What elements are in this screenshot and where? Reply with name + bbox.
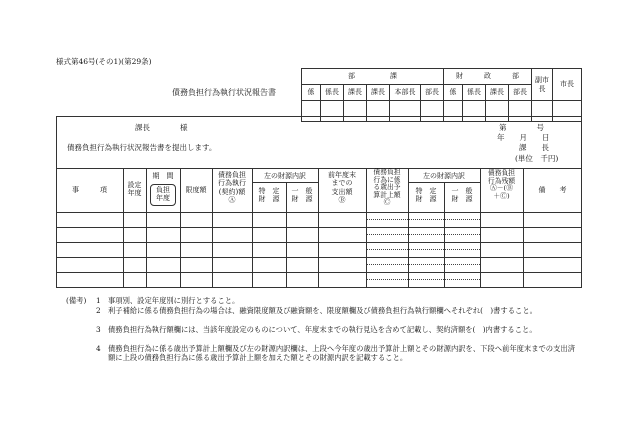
col-gendo: 限度額 — [185, 186, 207, 194]
col-left-fin: 左の財源内訳 — [264, 172, 306, 180]
approval-table — [301, 68, 582, 122]
col-ippan: 一 般 財 源 — [291, 187, 313, 204]
notes-label: (備考) — [66, 296, 87, 305]
approval-group-finance: 財 政 部 — [444, 69, 532, 85]
note-2-text: 利子補給に係る債務負担行為の場合は、融資限度額及び融資額を、限度額欄及び債務負担行為執行額欄へそれぞれ( )書すること。 — [108, 306, 537, 315]
col-tokutei2: 特 定 財 源 — [415, 187, 437, 204]
addressee: 課長 様 — [135, 123, 188, 132]
col-left-fin2: 左の財源内訳 — [423, 172, 465, 180]
approval-col: 部長 — [509, 85, 532, 101]
col-kikan-sub: 負担 年度 — [156, 186, 170, 203]
col-ippan2: 一 般 財 源 — [451, 187, 473, 204]
col-biko: 備 考 — [538, 186, 567, 194]
note-3-text: 債務負担行為執行額欄には、当該年度設定のものについて、年度末までの執行見込を含めて記載し、契約済額を( )内書すること。 — [108, 325, 537, 334]
approval-col: 係長 — [321, 85, 344, 101]
approval-col: 課長 — [344, 85, 367, 101]
col-settei-nendo: 設定 年度 — [127, 181, 142, 198]
note-4-text: 債務負担行為に係る歳出予算計上額欄及び左の財源内訳欄は、上段へ今年度の歳出予算計上額とその財源内訳を、下段へ前年度末までの支出済額に上段の債務負担行為に係る歳出予算計上額を加えた額とその財源内訳を記載すること。 — [108, 344, 575, 363]
approval-col: 課長 — [486, 85, 509, 101]
sender: 課 長 — [519, 143, 549, 152]
form-label: 様式第46号(その1)(第29条) — [56, 57, 152, 66]
approval-group-dept: 部 課 — [302, 69, 444, 85]
approval-col: 本部長 — [390, 85, 421, 101]
unit-label: (単位 千円) — [515, 154, 559, 163]
approval-col: 係長 — [463, 85, 486, 101]
note-1-text: 事項別、設定年度別に別行とすること。 — [108, 296, 240, 305]
col-tokutei: 特 定 財 源 — [258, 187, 280, 204]
col-zennendo: 前年度末 までの 支出額 Ⓑ — [328, 171, 356, 205]
col-shikko: 債務負担 行為執行 (契約)額 Ⓐ — [218, 171, 246, 205]
approval-mayor: 市長 — [553, 69, 582, 101]
note-3-num: 3 — [96, 325, 101, 334]
document-date: 年 月 日 — [497, 133, 550, 142]
approval-deputy-mayor: 副市長 — [532, 69, 553, 101]
col-kikan: 期 間 — [152, 172, 174, 180]
document-number: 第 号 — [499, 123, 544, 132]
document-title: 債務負担行為執行状況報告書 — [172, 88, 276, 97]
approval-col: 係 — [302, 85, 321, 101]
col-jiko: 事 項 — [72, 186, 107, 194]
note-4-num: 4 — [96, 344, 101, 353]
note-2-num: 2 — [96, 306, 101, 315]
col-saishutsu: 債務負担 行為に係 る歳出予 算計上額 Ⓒ — [373, 168, 401, 207]
body-text: 債務負担行為執行状況報告書を提出します。 — [67, 143, 217, 152]
approval-col: 係 — [444, 85, 463, 101]
approval-col: 部長 — [421, 85, 444, 101]
note-1-num: 1 — [96, 296, 101, 305]
col-zangaku: 債務負担 行為残額 Ⓐ－(Ⓑ ＋Ⓒ) — [487, 169, 516, 200]
approval-col: 課長 — [367, 85, 390, 101]
